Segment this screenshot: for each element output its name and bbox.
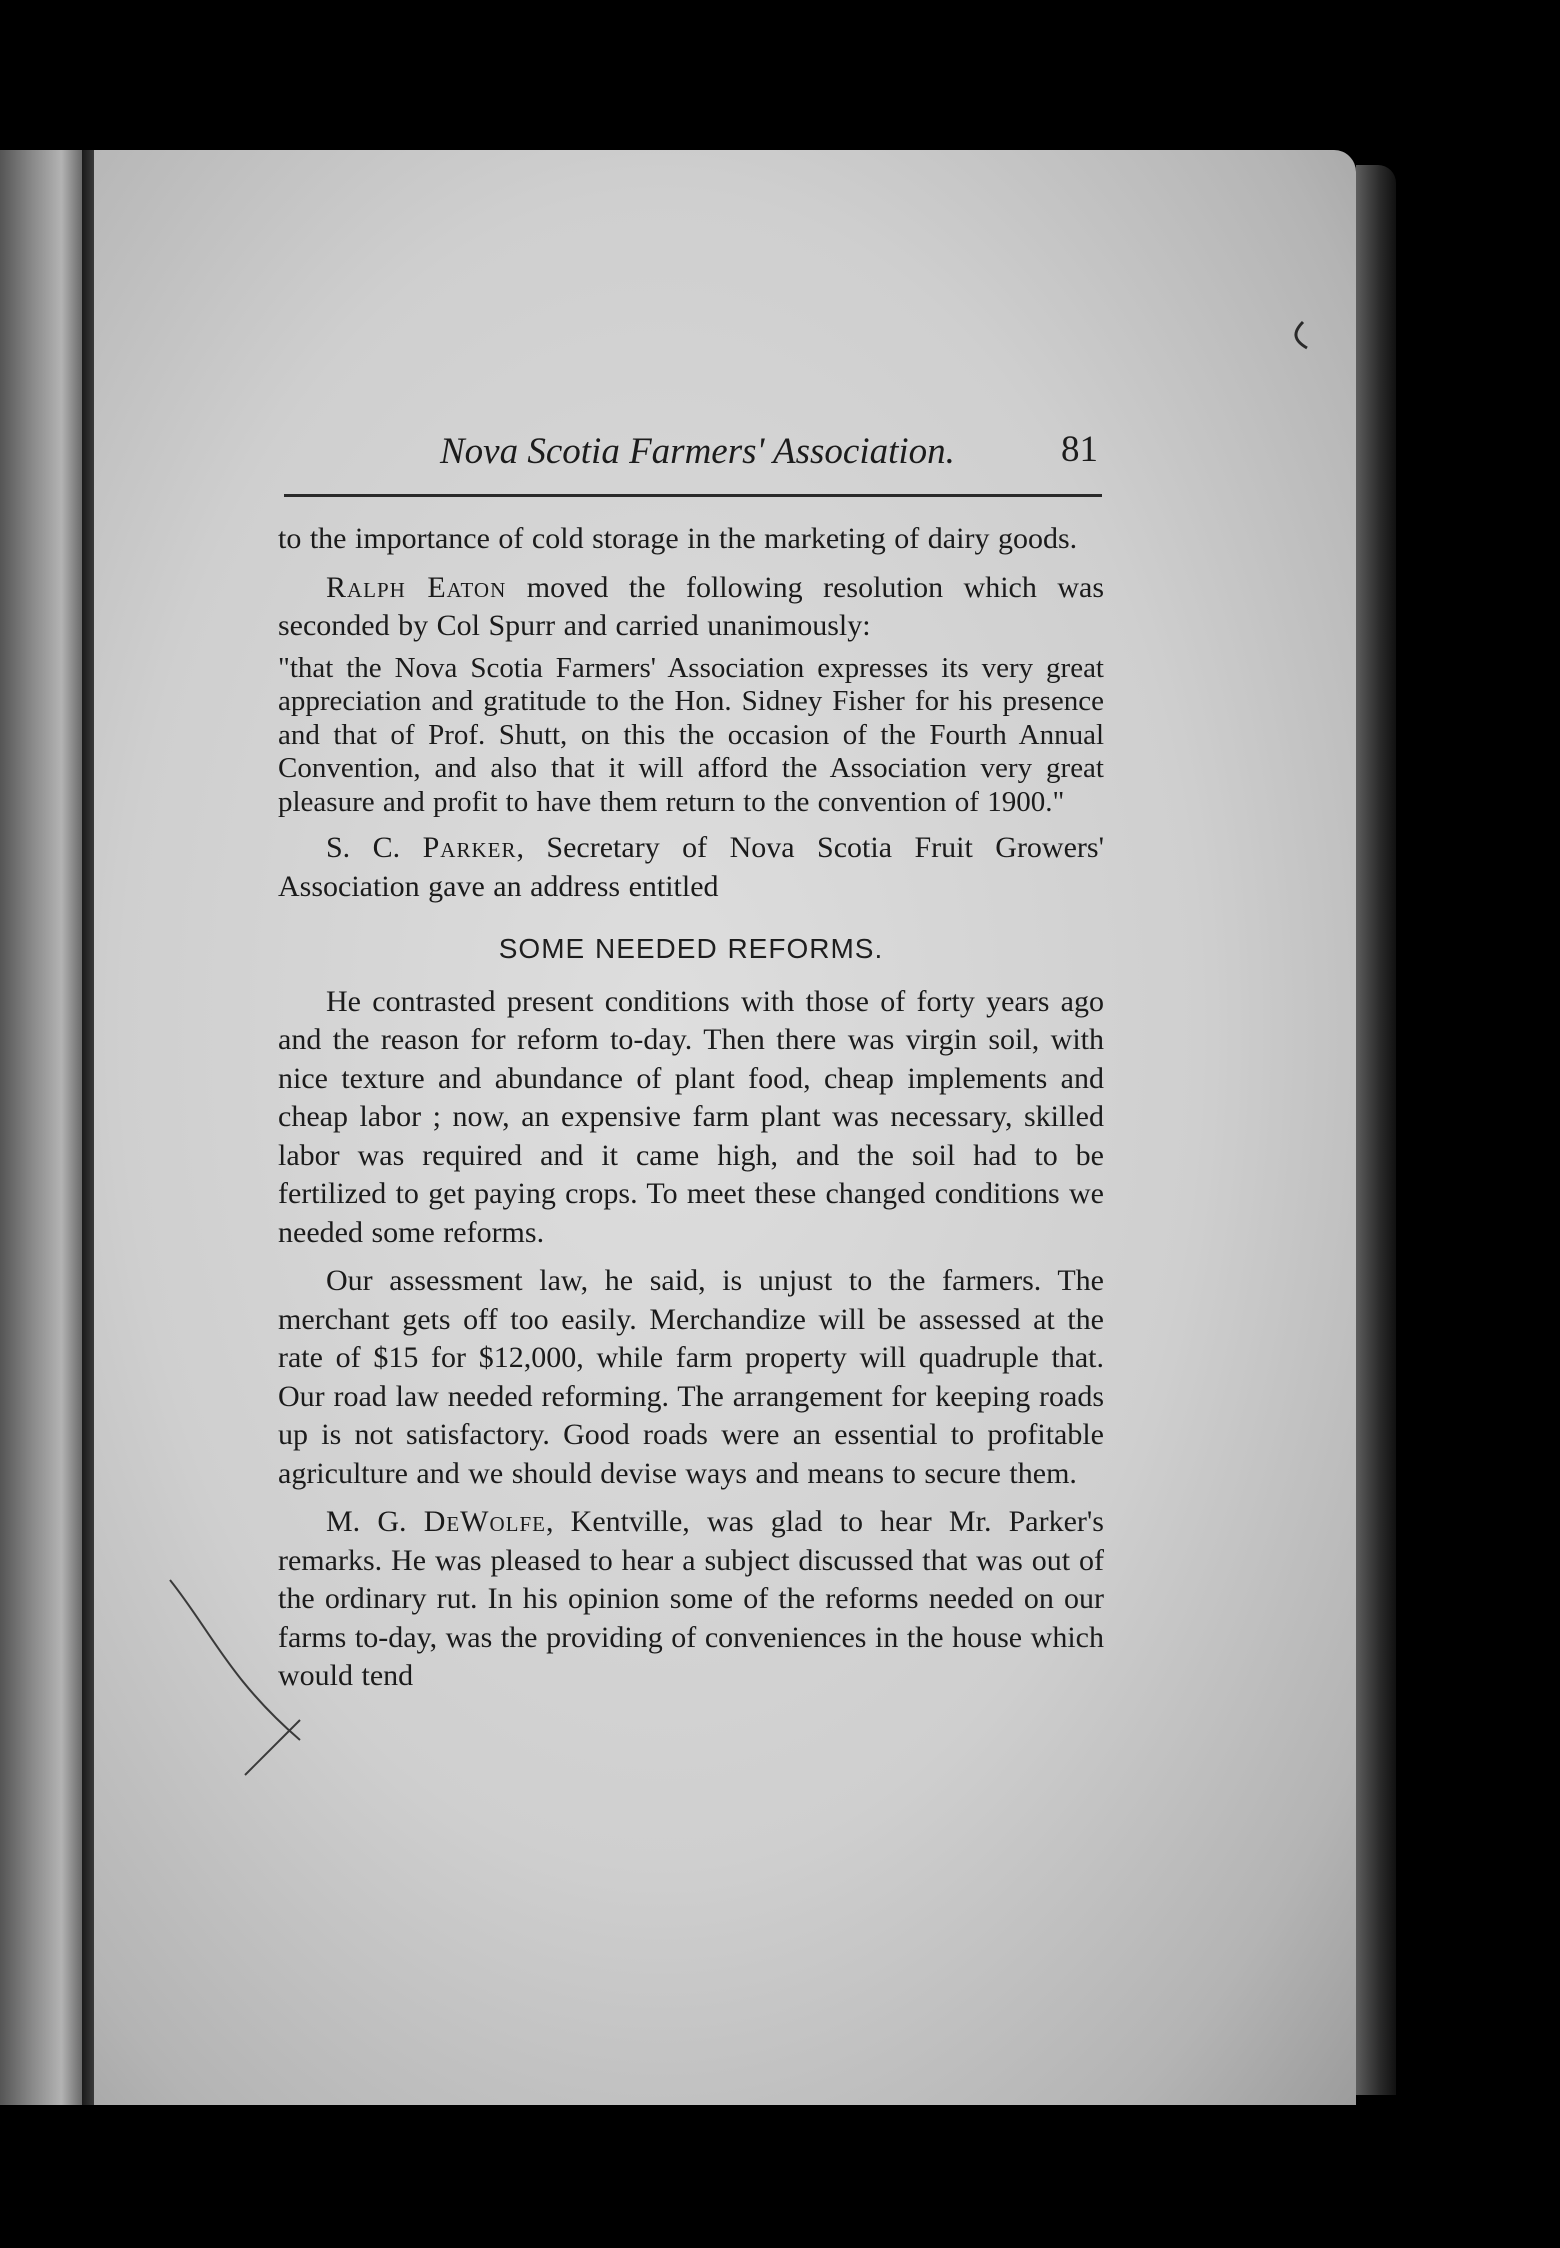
speaker-name: Ralph Eaton bbox=[326, 570, 507, 604]
page-body bbox=[278, 520, 1104, 1696]
speaker-name: DeWolfe bbox=[423, 1505, 546, 1538]
pencil-scratch-mark bbox=[150, 1570, 350, 1790]
paragraph-address bbox=[278, 829, 1104, 906]
speaker-initials: M. G. bbox=[326, 1505, 424, 1538]
running-head bbox=[284, 428, 1104, 488]
resolution-intro: moved the following resolution which was seconded by Col Spurr and carried unanimously: bbox=[278, 570, 1104, 642]
page-stack-edge bbox=[1356, 165, 1396, 2095]
running-head-title: Nova Scotia Farmers' Association. bbox=[440, 431, 955, 472]
resolution-quote: "that the Nova Scotia Farmers' Association expresses its very great appreciation and gratitude to the Hon. Sidney Fisher for his presence and that of Prof. Shutt, on this the occasion of the Fourth Annual Convention, and also that it will afford the Association very great pleasure and profit to have them return to the convention of 1900." bbox=[278, 651, 1104, 818]
header-rule bbox=[284, 494, 1102, 497]
book-gutter bbox=[82, 150, 94, 2105]
paragraph-resolution bbox=[278, 569, 1104, 646]
dewolfe-text: , Kentville, was glad to hear Mr. Parker's remarks. He was pleased to hear a subject discussed that was out of the ordinary rut. In his opinion some of the reforms needed on our farms to-day, was the providing of conveniences in the house which would tend bbox=[278, 1505, 1104, 1692]
speaker-initials: S. C. bbox=[326, 831, 423, 864]
paragraph-cold-storage: to the importance of cold storage in the marketing of dairy goods. bbox=[278, 522, 1078, 555]
section-heading: SOME NEEDED REFORMS. bbox=[498, 933, 884, 964]
facing-page-edge bbox=[0, 150, 82, 2105]
address-intro: , Secretary of Nova Scotia Fruit Growers' Association gave an address entitled bbox=[278, 831, 1104, 903]
paragraph-assessment-law: Our assessment law, he said, is unjust to the farmers. The merchant gets off too easily. Merchandize will be assessed at the rate of $15 for $12,000, while farm property will quadruple that. Our road law needed reforming. The arrangement for keeping roads up is not satisfactory. Good roads were an essential to profitable agriculture and we should devise ways and means to secure them. bbox=[278, 1264, 1104, 1490]
page-number: 81 bbox=[1061, 429, 1098, 470]
margin-pencil-mark bbox=[1285, 318, 1315, 358]
paragraph-dewolfe bbox=[278, 1503, 1104, 1696]
paragraph-conditions: He contrasted present conditions with those of forty years ago and the reason for reform to-day. Then there was virgin soil, with nice texture and abundance of plant food, cheap implements and cheap labor ; now, an expensive farm plant was necessary, skilled labor was required and it came high, and the soil had to be fertilized to get paying crops. To meet these changed conditions we needed some reforms. bbox=[278, 984, 1104, 1249]
speaker-name: Parker bbox=[422, 831, 517, 864]
